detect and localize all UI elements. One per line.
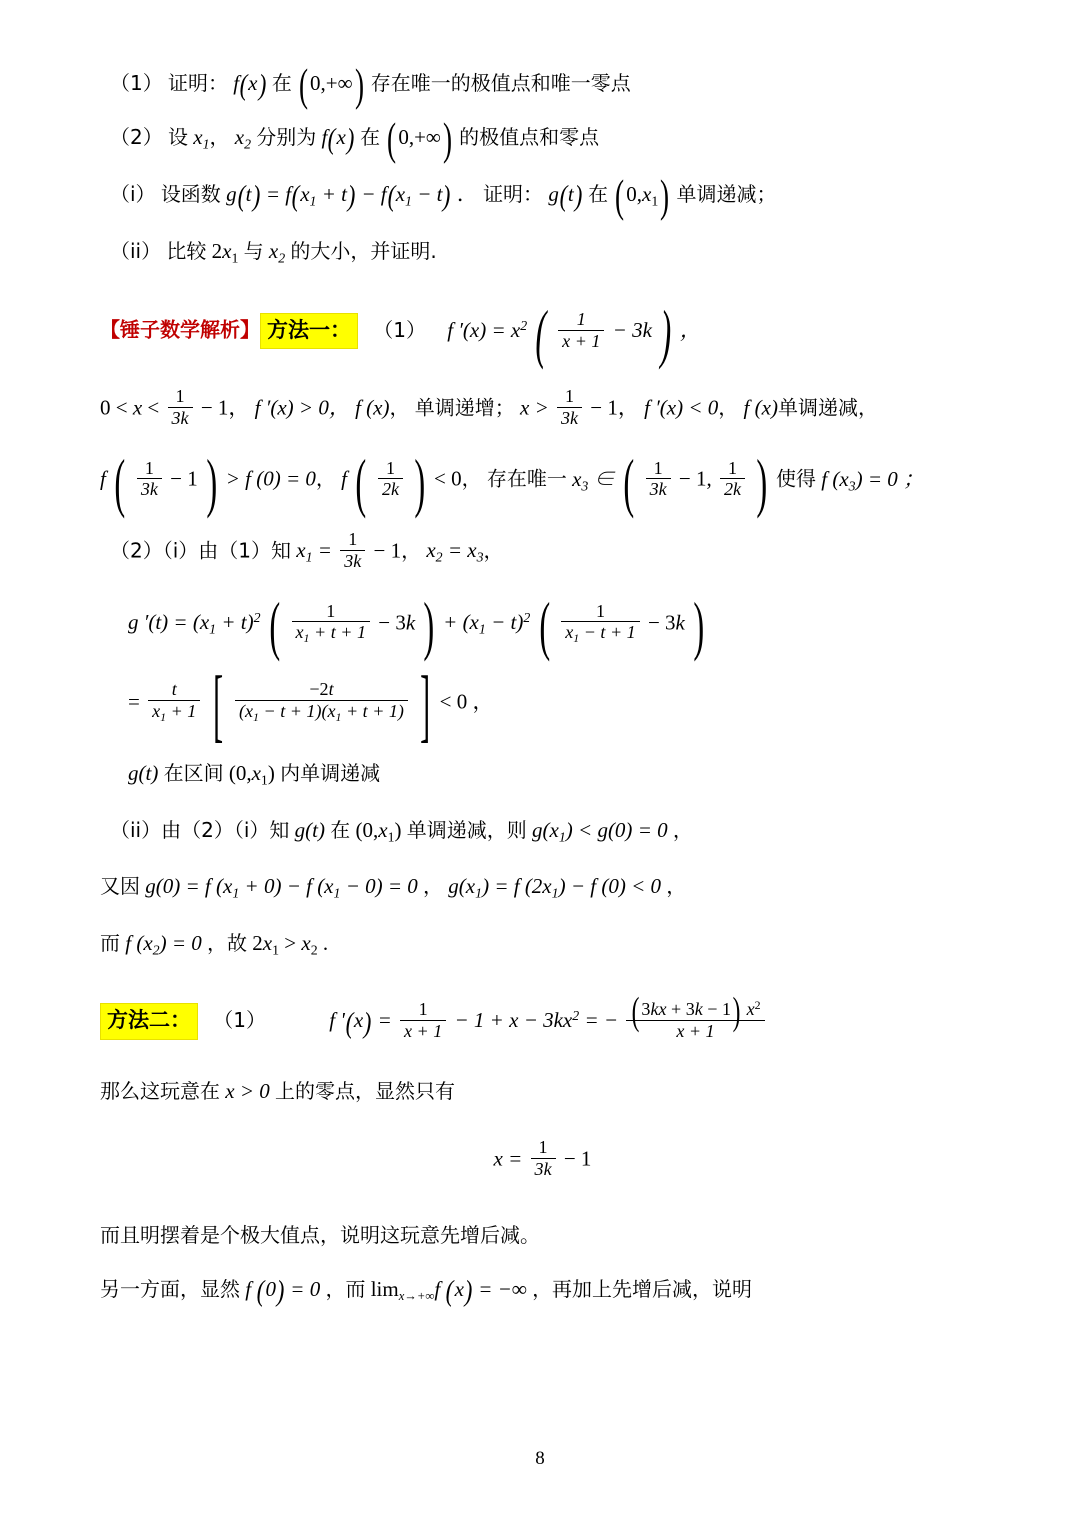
problem-1-mid: 在 <box>271 71 292 95</box>
problem-line-2: （2） 设 $x_1$， $x_2$ 分别为 f(x) 在 (0,+∞) 的极值点和零点 <box>110 114 600 165</box>
problem-line-2i <box>100 170 985 222</box>
m1-line7: g(t) 在区间 $(0,x_1)$ 内单调递减 <box>128 760 381 788</box>
m1-l3-g: $x_3$ ∈ <box>572 466 615 494</box>
problem-line-1 <box>100 59 985 111</box>
m1-line9: 又因 g(0) = f $(x_1 + 0) - f$ $(x_1 - 0) = 0$ ， $g(x_1) = f$ $(2x_1) - f$ (0) < 0 ， <box>100 874 687 901</box>
problem-2i-text: 设函数 <box>160 181 221 206</box>
m1-l3-a: f <box>100 466 106 491</box>
problem-2ii-lhs: $2x_1$ <box>211 238 239 266</box>
problem-2ii-label: （ii） <box>110 238 162 263</box>
problem-2-x1: $x_1$ <box>193 125 210 152</box>
problem-2ii-text: 比较 <box>166 238 207 263</box>
m1-l3-d: f <box>341 466 347 491</box>
problem-2-text-before: 设 <box>167 125 188 150</box>
m1-exists-line: f ( $\frac{1}{3k}$ − 1 ) > f (0) = 0， f ( $\frac{1}{2k}$ ) < 0， 存在唯一 $x_3$ ∈ ( $\frac{1}{3k}$ − 1, $\frac{1}{2k}$ ) 使得 f $(x_3) = 0$ ； <box>100 446 925 519</box>
problem-2i-at: 在 <box>588 181 609 206</box>
problem-2-interval: (0,+∞) <box>387 114 452 165</box>
problem-2i-prove: 证明： <box>483 181 544 206</box>
method-two-label: 方法二： <box>100 1003 198 1039</box>
m1-l2-i: f (x) <box>743 395 778 420</box>
m1-l4-d: $x_2 = x_3$ <box>426 538 484 565</box>
m1-l3-frac3: $\frac{1}{3k}$ <box>646 458 671 501</box>
problem-2i-label: （i） <box>110 181 156 206</box>
problem-1-text-before: 证明： <box>167 71 228 95</box>
m1-l3-frac4: $\frac{1}{2k}$ <box>720 458 745 501</box>
m1-step2-line: （2）（i）由（1）知 $x_1$ = $\frac{1}{3k}$ − 1， $x_2 = x_3$， <box>110 529 504 571</box>
problem-2-fx: f(x) <box>321 123 355 156</box>
m2-step1-label: （1） <box>213 1008 266 1033</box>
problem-1-fx: f(x) <box>233 68 266 102</box>
m1-l3-e: < 0 <box>433 466 462 491</box>
problem-1-interval: (0,+∞) <box>299 59 364 111</box>
m1-l4-a: （2）（i）由（1）知 <box>110 538 292 563</box>
m1-l2-b: − 1， <box>200 395 250 420</box>
m2-derivative-equation: f '(x) = $\frac{1}{x + 1}$ − $1 + x - 3kx^2$ = − $\frac{(3kx + 3k - 1) x^2}{x + 1}$ <box>329 1001 767 1044</box>
m1-l4-b: $x_1$ = <box>296 538 332 565</box>
problem-line-2ii <box>100 238 985 267</box>
m1-l4-c: − 1 <box>373 538 402 563</box>
problem-2-mid: 分别为 <box>256 125 317 150</box>
problem-2i-interval: $(0,x_1)$ <box>615 170 670 222</box>
m1-line10: 而 f $(x_2) = 0$ ，故 $2x_1 > x_2$ . <box>100 931 329 958</box>
m1-l3-i: 使得 <box>776 466 816 491</box>
m1-l2-h: f ′(x) < 0 <box>644 395 719 420</box>
m1-l3-frac1: $\frac{1}{3k}$ <box>137 458 162 501</box>
problem-2i-period: ． <box>456 181 478 206</box>
m1-l2-frac2: $\frac{1}{3k}$ <box>557 386 582 429</box>
problem-2-text-after: 的极值点和零点 <box>459 125 600 150</box>
m1-monotonic-line: 0 < x < $\frac{1}{3k}$ − 1， f ′(x) > 0， f (x)， 单调递增； x > $\frac{1}{3k}$ − 1， f ′(x) < 0， f (x)单调递减， <box>100 386 878 428</box>
m1-line8: （ii）由（2）（i）知 g(t) 在 $(0,x_1)$ 单调递减，则 $g(x_1) < g(0) = 0$ ， <box>110 817 693 845</box>
m2-line4: 另一方面，显然 f (0) = 0 ，而 $\lim_{x\to+\infty}f$ (x) = −∞ ，再加上先增后减，说明 <box>100 1275 753 1308</box>
m1-l3-f: 存在唯一 <box>486 466 567 491</box>
m1-l2-a: 0 < x < <box>100 395 160 420</box>
m1-l2-f: x > <box>519 395 549 420</box>
problem-1-label: （1） <box>110 71 163 95</box>
m1-l2-e: 单调递增； <box>414 395 515 420</box>
m1-l2-d: f (x) <box>355 395 390 420</box>
m1-l3-c: > f (0) = 0 <box>225 466 316 491</box>
solution-header-line <box>100 297 985 370</box>
problem-2-label: （2） <box>110 125 163 150</box>
problem-2i-formula: $g(t) = f(x_1 + t) - f(x_1 - t)$ <box>226 179 451 213</box>
m1-l3-j: f $(x_3) = 0$ ； <box>821 466 925 494</box>
m1-l3-frac2: $\frac{1}{2k}$ <box>378 458 403 501</box>
problem-1-text-after: 存在唯一的极值点和唯一零点 <box>370 71 631 95</box>
m1-l4-frac: $\frac{1}{3k}$ <box>340 529 365 572</box>
method-two-line <box>100 989 985 1044</box>
m1-gprime-simplified: = $\frac{t}{x_1 + 1}$ [ $\frac{-2t}{(x_1 - t + 1)(x_1 + t + 1)}$ ] < 0 ， <box>128 658 494 750</box>
method-one-label: 方法一： <box>260 313 358 349</box>
m1-step1-equation: f $'(x) = x^2$ ( $\frac{1}{x + 1}$ − 3k ) ， <box>447 297 701 370</box>
m1-l2-frac1: $\frac{1}{3k}$ <box>168 386 193 429</box>
problem-2ii-rhs: $x_2$ <box>268 238 286 266</box>
m1-l2-c: f ′(x) > 0， <box>254 395 350 420</box>
m1-step1-label: （1） <box>373 317 426 342</box>
m2-centered-equation: x = $\frac{1}{3k}$ − 1 <box>493 1136 592 1179</box>
problem-2ii-text-after: 的大小，并证明. <box>290 238 437 263</box>
problem-2i-fn: g(t) <box>548 179 583 213</box>
problem-2-x2: $x_2$ <box>234 125 252 152</box>
m2-line2: 那么这玩意在 x > 0 上的零点，显然只有 <box>100 1079 455 1104</box>
m2-line3: 而且明摆着是个极大值点，说明这玩意先增后减。 <box>100 1223 540 1248</box>
solution-tag: 【锤子数学解析】 <box>100 317 260 342</box>
m1-gprime-equation: g $'(t) = (x_1 + t)^2$ ( $\frac{1}{x_1 + t + 1}$ − 3k ) + $(x_1 - t)^2$ ( $\frac{1}{x_1 - t + 1}$ − 3k ) <box>128 589 705 663</box>
m1-l2-g: − 1， <box>590 395 639 420</box>
problem-2-at: 在 <box>360 125 381 150</box>
problem-2i-text-after: 单调递减； <box>676 181 777 206</box>
page-number: 8 <box>535 1448 545 1469</box>
problem-2ii-mid: 与 <box>243 238 264 263</box>
